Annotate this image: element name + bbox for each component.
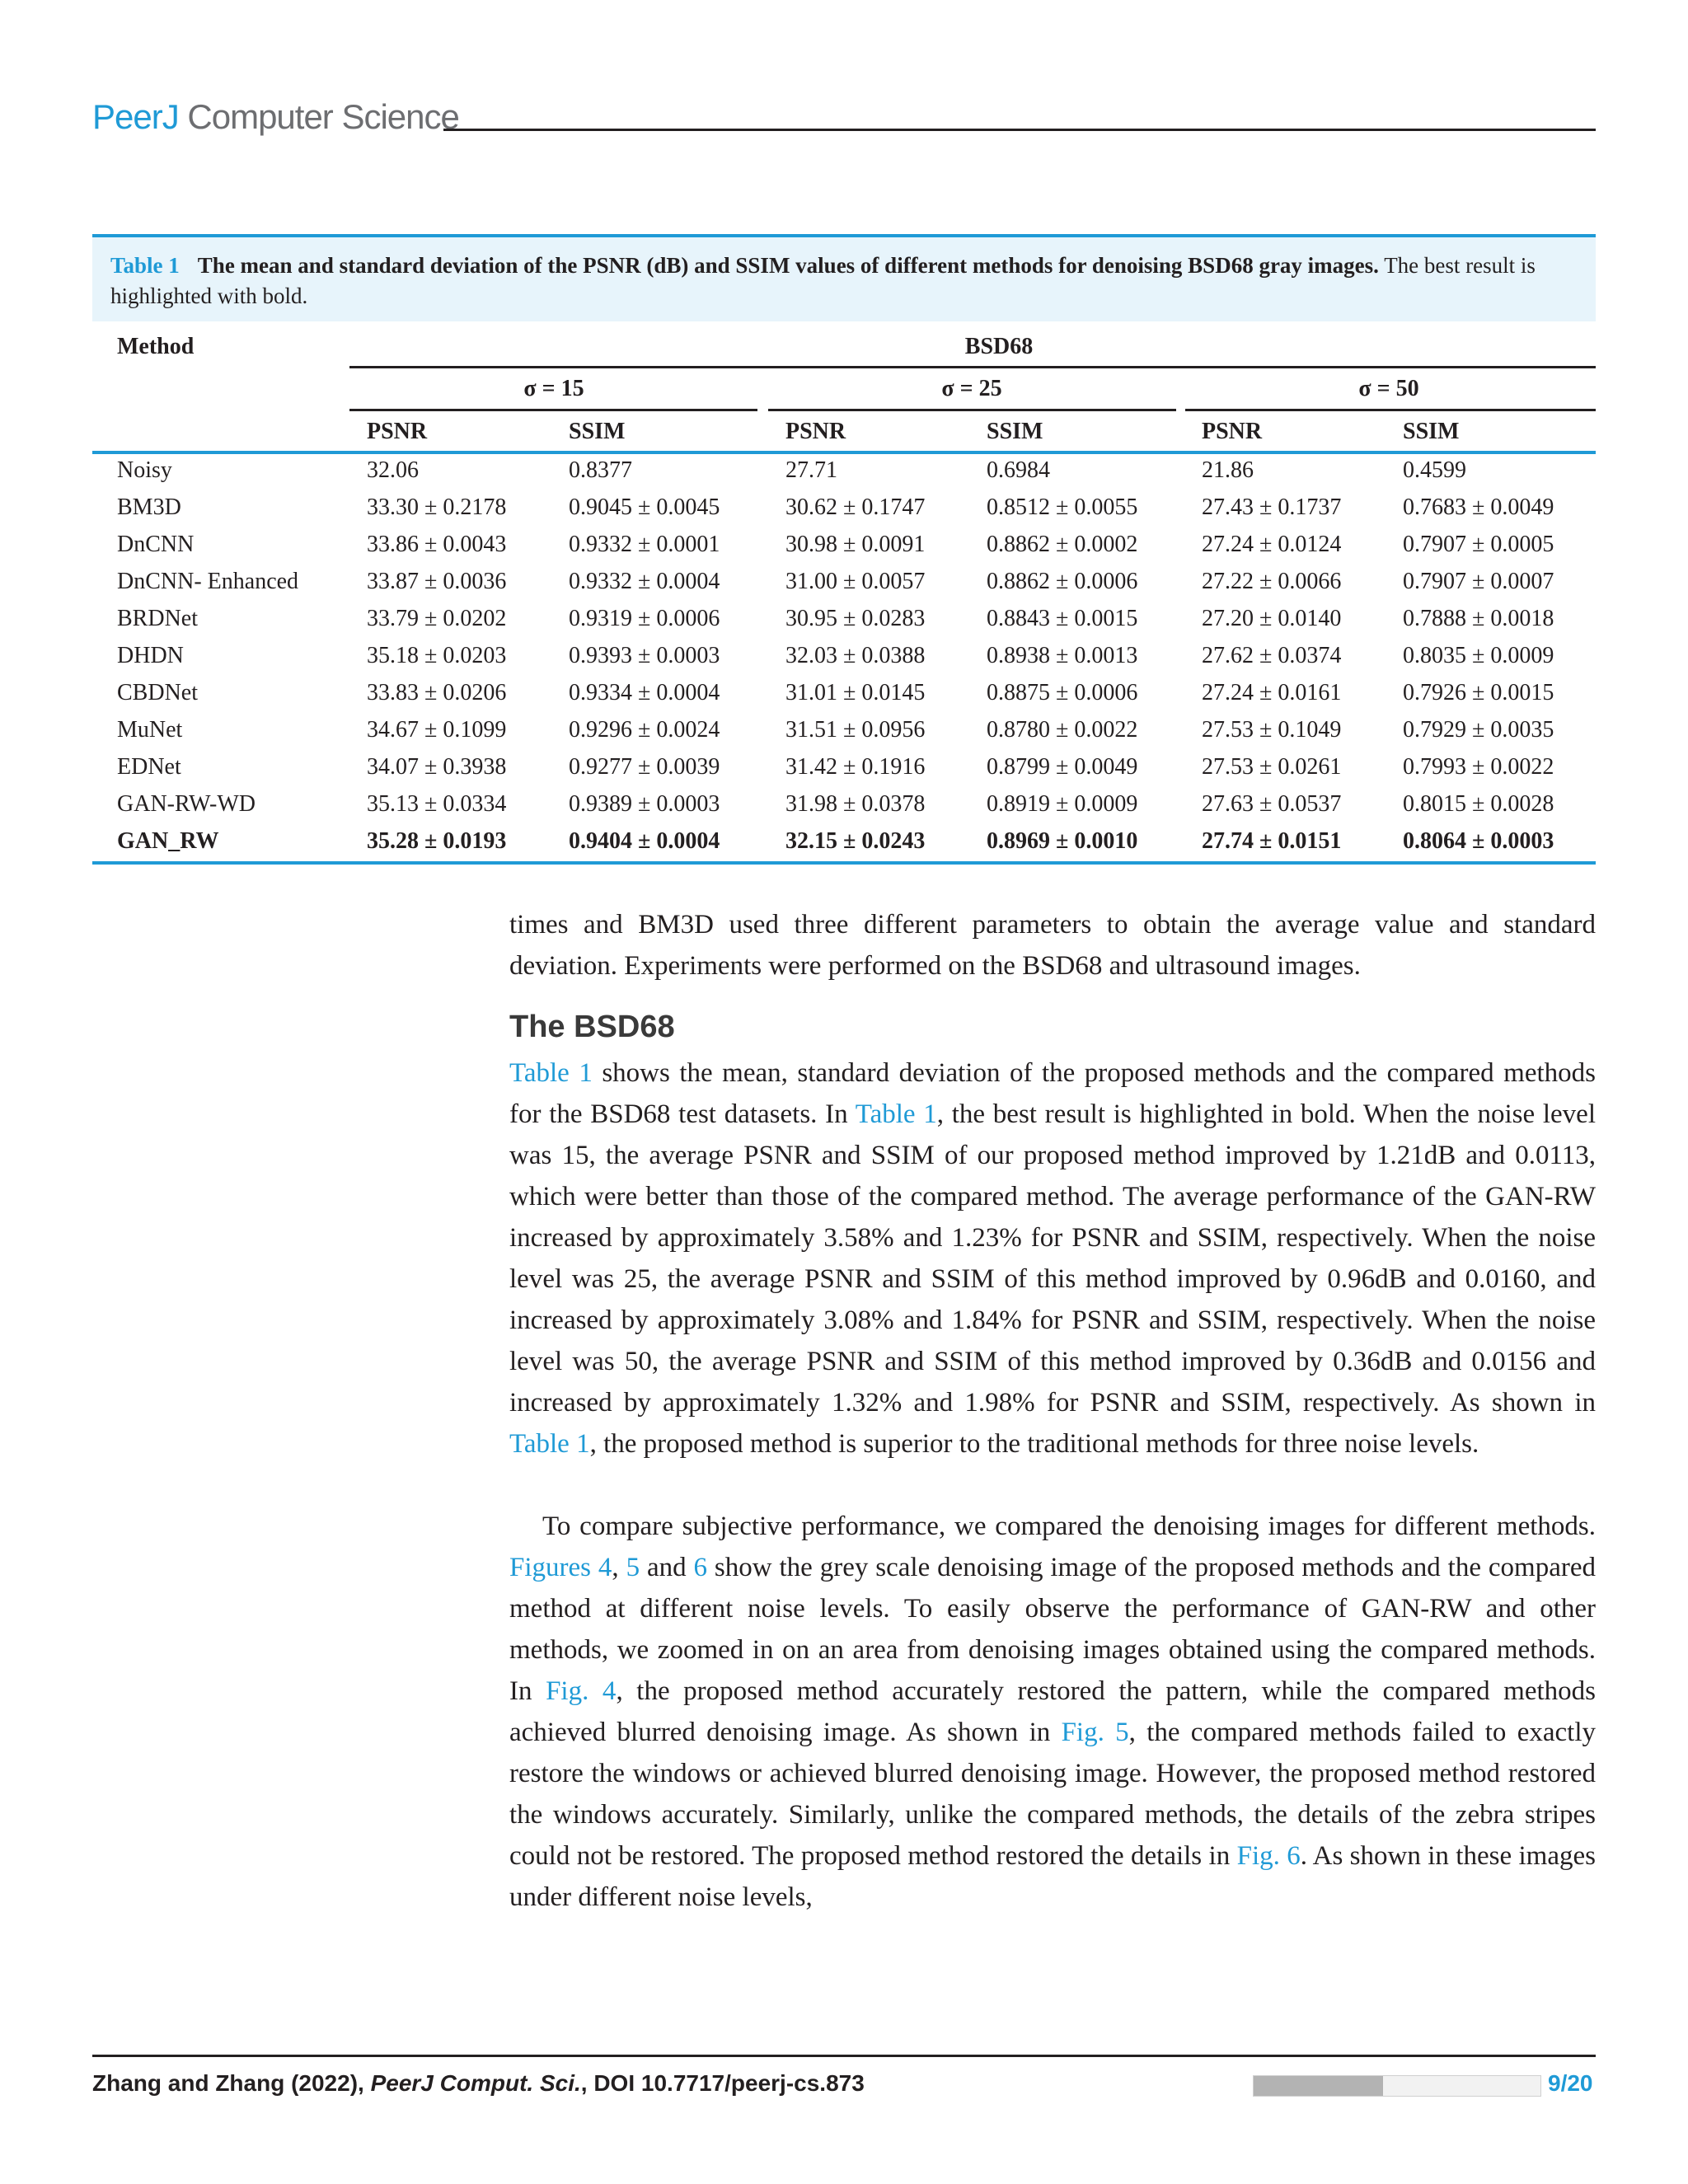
page-progress-fill [1254, 2076, 1383, 2096]
sigma-header-50: σ = 50 [1358, 376, 1419, 401]
section-title: The BSD68 [509, 1010, 675, 1044]
footer-citation: Zhang and Zhang (2022), PeerJ Comput. Sci., DOI 10.7717/peerj-cs.873 [92, 2070, 865, 2096]
table-cell: 0.8377 [569, 457, 632, 483]
method-name: GAN-RW-WD [117, 791, 256, 817]
table-cell: 0.9319 ± 0.0006 [569, 606, 720, 631]
table-cell: 0.8862 ± 0.0006 [987, 569, 1138, 594]
journal-header [92, 97, 1596, 147]
method-name: DHDN [117, 643, 184, 668]
table-cell: 34.67 ± 0.1099 [367, 717, 507, 743]
table-cell: 27.71 [785, 457, 837, 483]
intro-paragraph: times and BM3D used three different parameters to obtain the average value and standard deviation. Experiments were performed on the BSD68 and ultrasound images. [509, 910, 1596, 981]
table-cell: 0.8919 ± 0.0009 [987, 791, 1138, 817]
figure-link[interactable]: Fig. 6 [1236, 1841, 1301, 1871]
table-cell: 0.8780 ± 0.0022 [987, 717, 1138, 743]
table-link[interactable]: Table 1 [855, 1099, 937, 1129]
page-progress-bar [1253, 2075, 1541, 2097]
figure-link[interactable]: Fig. 5 [1061, 1718, 1129, 1747]
metric-header: SSIM [1403, 419, 1460, 444]
table-cell: 0.7929 ± 0.0035 [1403, 717, 1554, 743]
paragraph-2: To compare subjective performance, we compared the denoising images for different methods. Figures 4, 5 and 6 show the grey scale denoising image of the proposed methods and the compared method at different noise levels. To easily observe the performance of GAN-RW and other methods, we zoomed in on an area from denoising images obtained using the compared methods. In Fig. 4, the proposed method accurately restored the pattern, while the compared methods achieved blurred denoising image. As shown in Fig. 5, the compared methods failed to exactly restore the windows or achieved blurred denoising image. However, the proposed method restored the windows accurately. Similarly, unlike the compared methods, the details of the zebra stripes could not be restored. The proposed method restored the details in Fig. 6. As shown in these images under different noise levels, [509, 1511, 1596, 1912]
table-cell: 27.62 ± 0.0374 [1202, 643, 1342, 668]
metric-header: PSNR [785, 419, 846, 444]
table-cell: 31.51 ± 0.0956 [785, 717, 926, 743]
table-cell: 35.18 ± 0.0203 [367, 643, 507, 668]
table-link[interactable]: Table 1 [509, 1058, 593, 1088]
method-header: Method [117, 334, 195, 359]
table-cell: 0.8015 ± 0.0028 [1403, 791, 1554, 817]
metric-header: PSNR [367, 419, 428, 444]
table-cell: 0.4599 [1403, 457, 1466, 483]
table-cell: 35.13 ± 0.0334 [367, 791, 507, 817]
table-cell: 27.20 ± 0.0140 [1202, 606, 1342, 631]
metric-header: SSIM [569, 419, 626, 444]
table-cell: 21.86 [1202, 457, 1254, 483]
figure-link[interactable]: Figures 4 [509, 1553, 612, 1582]
method-name: MuNet [117, 717, 183, 743]
table-cell: 0.9332 ± 0.0004 [569, 569, 720, 594]
table-cell: 0.7907 ± 0.0007 [1403, 569, 1554, 594]
table-cell: 0.8969 ± 0.0010 [987, 828, 1138, 854]
table-cell: 0.8035 ± 0.0009 [1403, 643, 1554, 668]
figure-link[interactable]: 6 [693, 1553, 708, 1582]
table-cell: 33.83 ± 0.0206 [367, 680, 507, 705]
table-cell: 31.42 ± 0.1916 [785, 754, 926, 780]
table-cell: 32.03 ± 0.0388 [785, 643, 926, 668]
table-cell: 0.9277 ± 0.0039 [569, 754, 720, 780]
table-cell: 34.07 ± 0.3938 [367, 754, 507, 780]
header-bottom-rule [92, 451, 1596, 454]
table-cell: 30.62 ± 0.1747 [785, 494, 926, 520]
table-cell: 27.53 ± 0.0261 [1202, 754, 1342, 780]
method-name: BM3D [117, 494, 181, 520]
sigma-50-rule [1185, 409, 1596, 411]
table-cell: 0.9389 ± 0.0003 [569, 791, 720, 817]
table-cell: 27.74 ± 0.0151 [1202, 828, 1342, 854]
journal-logo: PeerJ Computer Science [92, 97, 459, 136]
method-name: EDNet [117, 754, 181, 780]
table-cell: 0.9045 ± 0.0045 [569, 494, 720, 520]
method-name: Noisy [117, 457, 172, 483]
table-cell: 0.8512 ± 0.0055 [987, 494, 1138, 520]
sigma-15-rule [349, 409, 757, 411]
method-name: BRDNet [117, 606, 198, 631]
paragraph-1: Table 1 shows the mean, standard deviation of the proposed methods and the compared methods for the BSD68 test datasets. In Table 1, the best result is highlighted in bold. When the noise level was 15, the average PSNR and SSIM of our proposed method improved by 1.21dB and 0.0113, which were better than those of the compared method. The average performance of the GAN-RW increased by approximately 3.58% and 1.23% for PSNR and SSIM, respectively. When the noise level was 25, the average PSNR and SSIM of this method improved by 0.96dB and 0.0160, and increased by approximately 3.08% and 1.84% for PSNR and SSIM, respectively. When the noise level was 50, the average PSNR and SSIM of this method improved by 0.36dB and 0.0156 and increased by approximately 1.32% and 1.98% for PSNR and SSIM, respectively. As shown in Table 1, the proposed method is superior to the traditional methods for three noise levels. [509, 1058, 1596, 1459]
table-cell: 27.43 ± 0.1737 [1202, 494, 1342, 520]
table-cell: 0.9296 ± 0.0024 [569, 717, 720, 743]
table-cell: 0.7683 ± 0.0049 [1403, 494, 1554, 520]
table-cell: 0.9393 ± 0.0003 [569, 643, 720, 668]
figure-link[interactable]: 5 [626, 1553, 640, 1582]
metric-header: PSNR [1202, 419, 1263, 444]
table-label[interactable]: Table 1 [110, 253, 180, 278]
table-cell: 31.98 ± 0.0378 [785, 791, 926, 817]
table-cell: 27.53 ± 0.1049 [1202, 717, 1342, 743]
table-cell: 0.8875 ± 0.0006 [987, 680, 1138, 705]
doi-link[interactable]: , DOI 10.7717/peerj-cs.873 [580, 2070, 865, 2096]
table-note: The best result is highlighted with bold. [110, 253, 1536, 308]
table-cell: 30.98 ± 0.0091 [785, 532, 926, 557]
table-cell: 0.8862 ± 0.0002 [987, 532, 1138, 557]
table-cell: 0.7888 ± 0.0018 [1403, 606, 1554, 631]
table-cell: 33.30 ± 0.2178 [367, 494, 507, 520]
table-cell: 35.28 ± 0.0193 [367, 828, 507, 854]
header-rule [443, 129, 1596, 131]
table-title: The mean and standard deviation of the PSNR (dB) and SSIM values of different methods for denoising BSD68 gray images. [197, 253, 1379, 278]
results-table [92, 321, 1596, 865]
table-cell: 27.24 ± 0.0124 [1202, 532, 1342, 557]
table-cell: 32.06 [367, 457, 419, 483]
table-cell: 33.79 ± 0.0202 [367, 606, 507, 631]
table-cell: 0.8843 ± 0.0015 [987, 606, 1138, 631]
table-cell: 27.22 ± 0.0066 [1202, 569, 1342, 594]
figure-link[interactable]: Fig. 4 [546, 1676, 617, 1706]
table-cell: 0.8064 ± 0.0003 [1403, 828, 1554, 854]
table-cell: 0.9404 ± 0.0004 [569, 828, 720, 854]
table-cell: 31.01 ± 0.0145 [785, 680, 926, 705]
table-cell: 0.7907 ± 0.0005 [1403, 532, 1554, 557]
table-cell: 0.9334 ± 0.0004 [569, 680, 720, 705]
sigma-25-rule [768, 409, 1176, 411]
page-number: 9/20 [1548, 2070, 1593, 2096]
method-name: GAN_RW [117, 828, 219, 854]
metric-header: SSIM [987, 419, 1043, 444]
table-bottom-rule [92, 861, 1596, 865]
sigma-header-15: σ = 15 [523, 376, 584, 401]
method-name: DnCNN- Enhanced [117, 569, 299, 594]
table-caption [92, 234, 1596, 321]
table-cell: 32.15 ± 0.0243 [785, 828, 926, 854]
table-cell: 31.00 ± 0.0057 [785, 569, 926, 594]
footer-rule [92, 2055, 1596, 2057]
table-cell: 0.8938 ± 0.0013 [987, 643, 1138, 668]
sigma-header-25: σ = 25 [941, 376, 1002, 401]
table-cell: 27.63 ± 0.0537 [1202, 791, 1342, 817]
dataset-rule [349, 366, 1596, 368]
table-cell: 27.24 ± 0.0161 [1202, 680, 1342, 705]
method-name: DnCNN [117, 532, 195, 557]
table-cell: 0.6984 [987, 457, 1050, 483]
table-link[interactable]: Table 1 [509, 1429, 590, 1459]
table-cell: 0.8799 ± 0.0049 [987, 754, 1138, 780]
method-name: CBDNet [117, 680, 198, 705]
table-cell: 33.87 ± 0.0036 [367, 569, 507, 594]
table-cell: 33.86 ± 0.0043 [367, 532, 507, 557]
table-cell: 0.9332 ± 0.0001 [569, 532, 720, 557]
table-cell: 0.7993 ± 0.0022 [1403, 754, 1554, 780]
dataset-header: BSD68 [964, 334, 1034, 359]
table-cell: 30.95 ± 0.0283 [785, 606, 926, 631]
table-cell: 0.7926 ± 0.0015 [1403, 680, 1554, 705]
